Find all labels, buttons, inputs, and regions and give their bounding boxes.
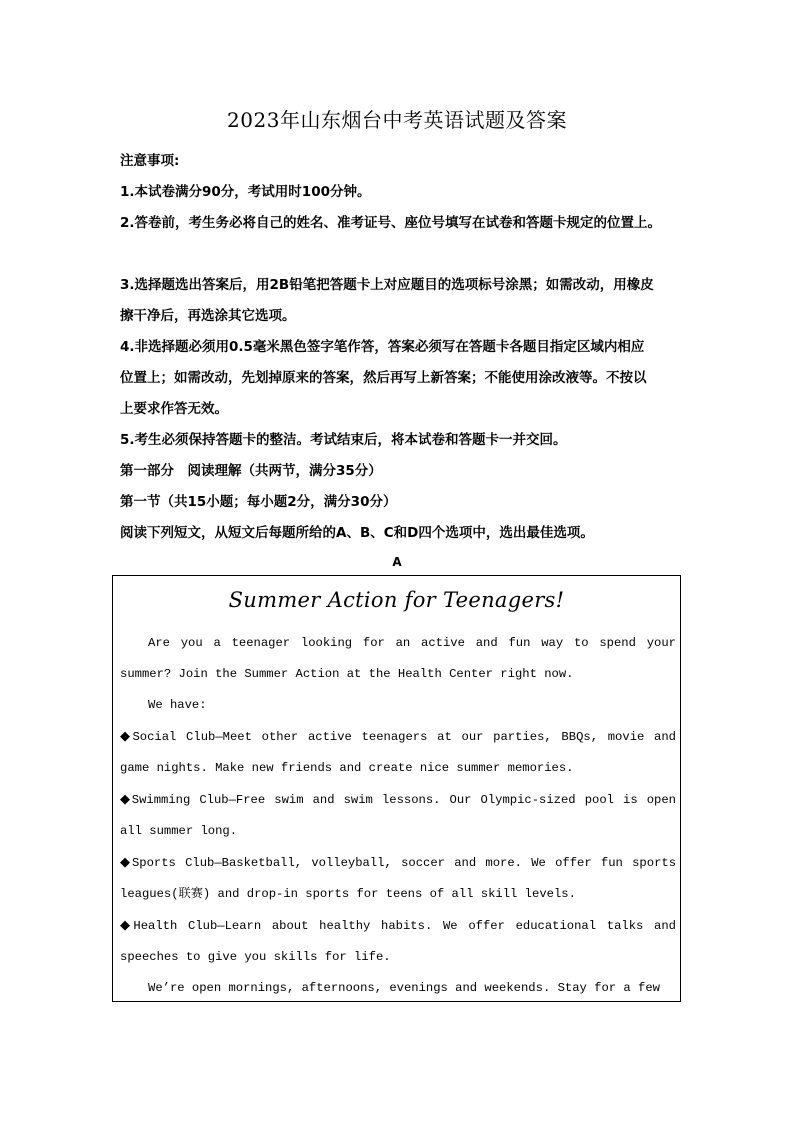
document-title: 2023年山东烟台中考英语试题及答案 xyxy=(227,108,567,132)
passage-intro: Are you a teenager looking for an active and fun way to spend your summer? Join the Summer Action at the Health Center right now. xyxy=(120,636,676,681)
club-text: Sports Club—Basketball, volleyball, soccer and more. We offer fun sports leagues(联赛) and drop-in sports for teens of all skill levels. xyxy=(120,856,677,901)
note-item: 5.考生必须保持答题卡的整洁。考试结束后，将本试卷和答题卡一并交回。 xyxy=(120,432,567,448)
diamond-bullet-icon: ◆ xyxy=(120,792,132,807)
diamond-bullet-icon: ◆ xyxy=(120,918,134,933)
note-item: 2.答卷前，考生务必将自己的姓名、准考证号、座位号填写在试卷和答题卡规定的位置上。 xyxy=(120,215,662,231)
part-heading: 第一部分 阅读理解（共两节，满分35分） xyxy=(120,463,382,479)
note-item: 1.本试卷满分90分，考试用时100分钟。 xyxy=(120,184,371,200)
passage-body xyxy=(120,628,676,1002)
note-item: 上要求作答无效。 xyxy=(120,401,228,417)
club-text: Swimming Club—Free swim and swim lessons. Our Olympic-sized pool is open all summer long. xyxy=(120,793,676,838)
exam-instructions xyxy=(120,146,680,549)
passage-label: A xyxy=(392,555,402,569)
club-item xyxy=(120,847,676,910)
section-heading: 第一节（共15小题；每小题2分，满分30分） xyxy=(120,494,397,510)
note-item: 4.非选择题必须用0.5毫米黑色签字笔作答，答案必须写在答题卡各题目指定区域内相应 xyxy=(120,339,645,355)
passage-box xyxy=(112,575,681,1002)
reading-instruction: 阅读下列短文，从短文后每题所给的A、B、C和D四个选项中，选出最佳选项。 xyxy=(120,525,594,541)
club-item xyxy=(120,721,676,784)
club-item xyxy=(120,784,676,847)
note-item: 位置上；如需改动，先划掉原来的答案，然后再写上新答案；不能使用涂改液等。不按以 xyxy=(120,370,647,386)
diamond-bullet-icon: ◆ xyxy=(120,729,133,744)
club-text: Health Club—Learn about healthy habits. We offer educational talks and speeches to give you skills for life. xyxy=(120,919,676,964)
passage-we-have: We have: xyxy=(148,698,207,712)
note-item: 擦干净后，再选涂其它选项。 xyxy=(120,308,296,324)
spacer xyxy=(120,239,680,270)
notes-heading: 注意事项: xyxy=(120,153,180,169)
passage-title: Summer Action for Teenagers! xyxy=(228,588,565,612)
passage-closing: We’re open mornings, afternoons, evenings and weekends. Stay for a few xyxy=(148,981,660,995)
club-text: Social Club—Meet other active teenagers at our parties, BBQs, movie and game nights. Make new friends and create nice summer memories. xyxy=(120,730,676,775)
note-item: 3.选择题选出答案后，用2B铅笔把答题卡上对应题目的选项标号涂黑；如需改动，用橡皮 xyxy=(120,277,654,293)
diamond-bullet-icon: ◆ xyxy=(120,855,132,870)
club-item xyxy=(120,910,676,973)
